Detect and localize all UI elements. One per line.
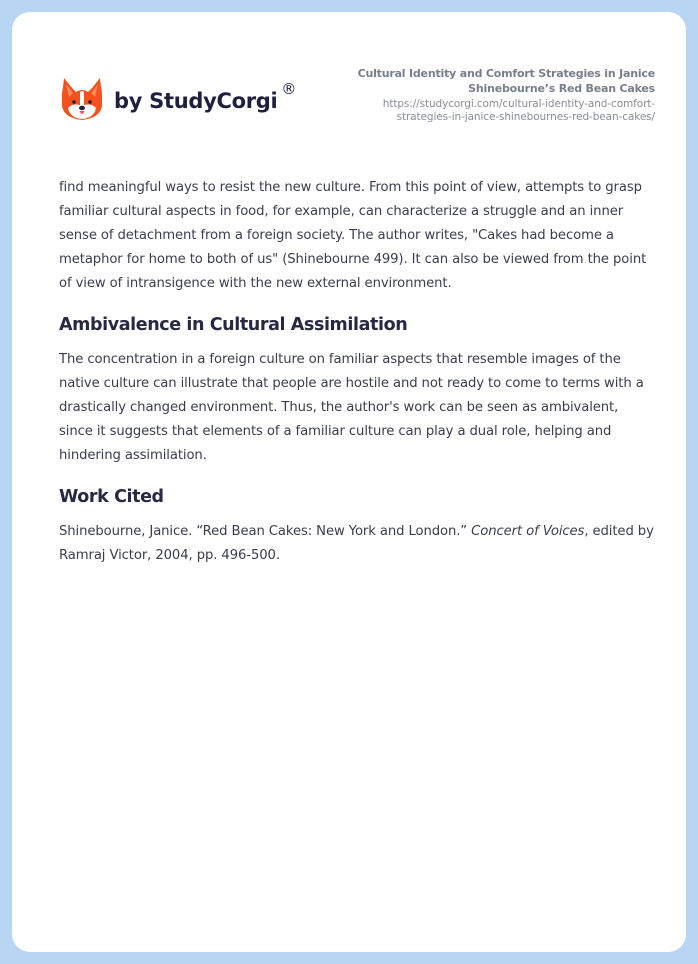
brand-name: by StudyCorgi [114,89,278,113]
citation-author-title: Shinebourne, Janice. “Red Bean Cakes: New York and London.” [59,524,472,539]
document-card [12,12,686,952]
ambivalence-paragraph: The concentration in a foreign culture on familiar aspects that resemble images of the native culture can illustrate that people are hostile and not ready to come to terms with a drastically changed environment. Thus, the author's work can be seen as ambivalent, since it suggests that elements of a familiar culture can play a dual role, helping and hindering assimilation. [59,352,644,463]
document-meta [335,66,655,124]
studycorgi-logo[interactable] [60,76,296,122]
citation-details: , edited by Ramraj Victor, 2004, pp. 496-500. [59,524,654,563]
citation-source: Concert of Voices [471,524,585,539]
document-body [59,176,655,568]
corgi-icon [60,76,104,122]
citation-entry [59,520,655,568]
section-heading-ambivalence: Ambivalence in Cultural Assimilation [59,315,408,335]
registered-mark: ® [281,80,297,98]
section-heading-work-cited: Work Cited [59,487,164,507]
document-url[interactable]: https://studycorgi.com/cultural-identity-and-comfort-strategies-in-janice-shinebournes-red-bean-cakes/ [382,98,655,123]
intro-paragraph: find meaningful ways to resist the new culture. From this point of view, attempts to grasp familiar cultural aspects in food, for example, can characterize a struggle and an inner sense of detachment from a foreign society. The author writes, "Cakes had become a metaphor for home to both of us" (Shinebourne 499). It can also be viewed from the point of view of intransigence with the new external environment. [59,180,647,291]
document-title: Cultural Identity and Comfort Strategies in Janice Shinebourne’s Red Bean Cakes [357,67,655,95]
